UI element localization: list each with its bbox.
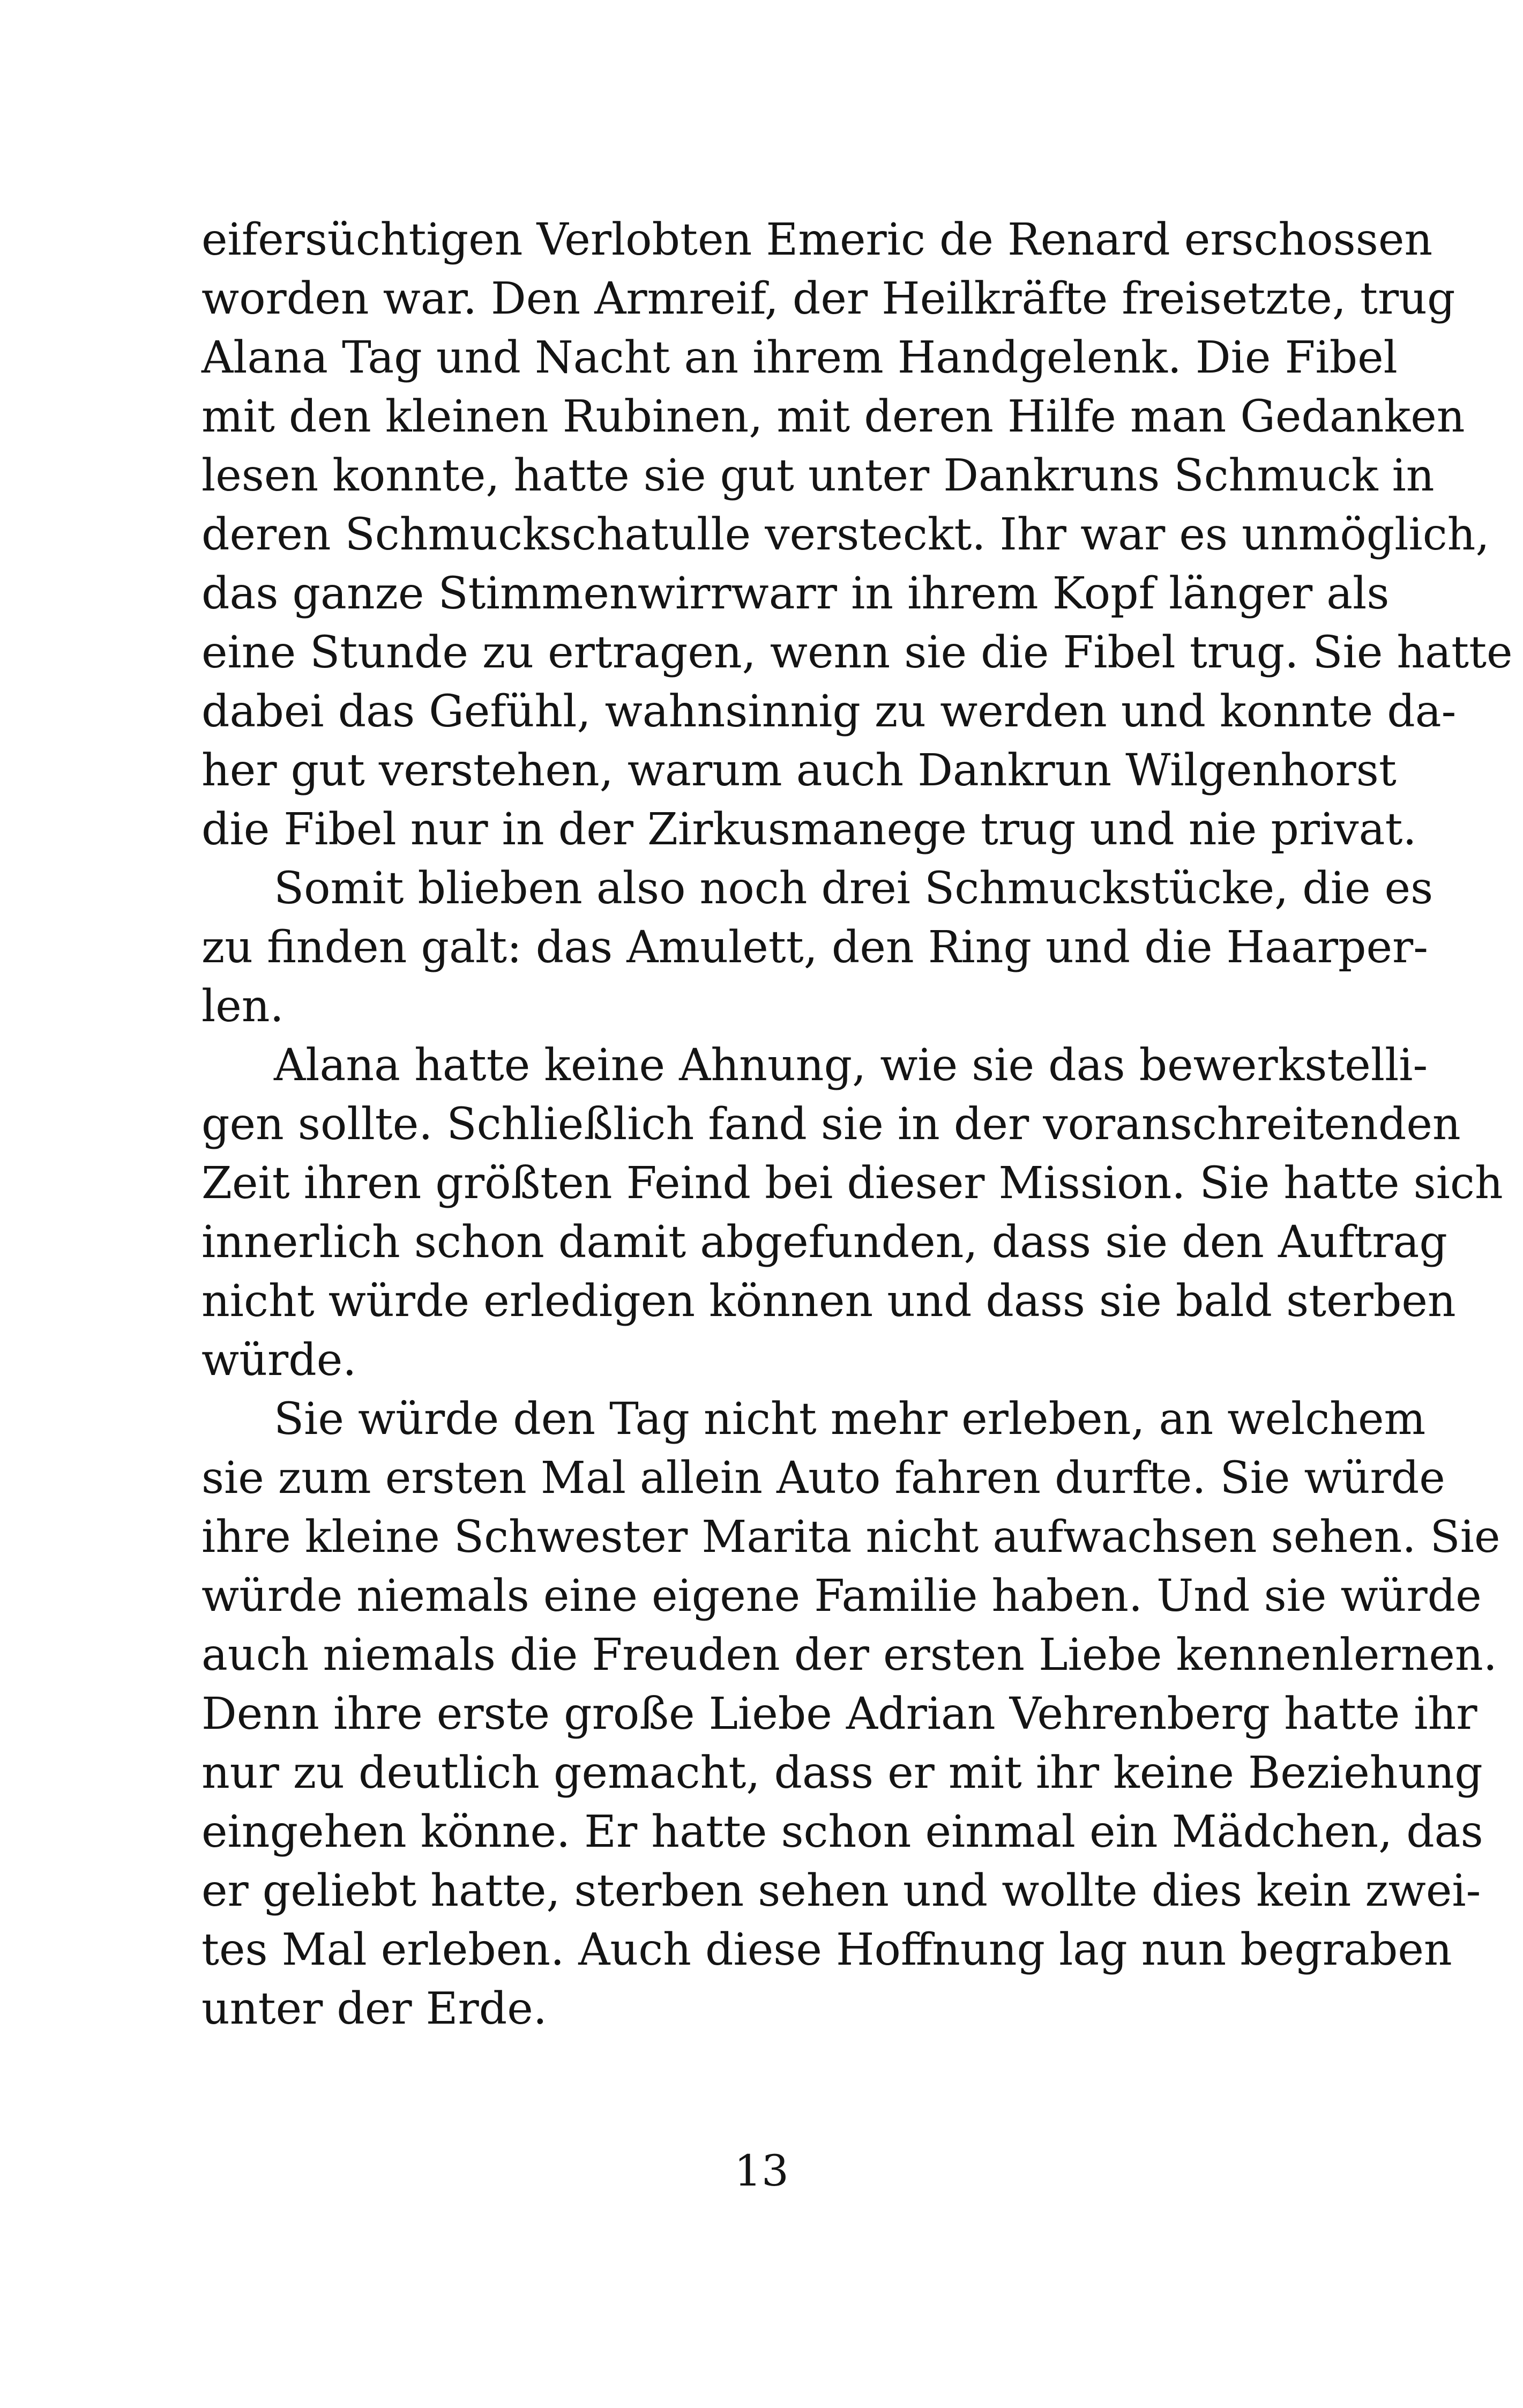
text-line: tes Mal erleben. Auch diese Hoffnung lag nun begraben: [201, 1924, 1452, 1975]
text-line: das ganze Stimmenwirrwarr in ihrem Kopf länger als: [201, 568, 1390, 619]
text-line: auch niemals die Freuden der ersten Liebe kennenlernen.: [201, 1630, 1497, 1681]
text-line: Denn ihre erste große Liebe Adrian Vehrenberg hatte ihr: [201, 1689, 1477, 1740]
text-line: Sie würde den Tag nicht mehr erleben, an welchem: [274, 1394, 1426, 1445]
text-line: er geliebt hatte, sterben sehen und wollte dies kein zwei-: [201, 1866, 1481, 1916]
page-number: 13: [734, 2146, 789, 2196]
text-line: würde.: [201, 1335, 357, 1386]
text-line: unter der Erde.: [201, 1983, 547, 2034]
text-line: her gut verstehen, warum auch Dankrun Wilgenhorst: [201, 745, 1397, 796]
text-line: worden war. Den Armreif, der Heilkräfte freisetzte, trug: [201, 273, 1455, 324]
text-line: dabei das Gefühl, wahnsinnig zu werden und konnte da-: [201, 686, 1457, 737]
text-line: eifersüchtigen Verlobten Emeric de Renard erschossen: [201, 214, 1433, 265]
text-line: Zeit ihren größten Feind bei dieser Mission. Sie hatte sich: [201, 1158, 1503, 1209]
text-line: mit den kleinen Rubinen, mit deren Hilfe man Gedanken: [201, 391, 1465, 442]
text-line: deren Schmuckschatulle versteckt. Ihr war es unmöglich,: [201, 509, 1490, 560]
body-text: [201, 211, 1513, 2039]
text-line: Alana hatte keine Ahnung, wie sie das bewerkstelli-: [274, 1040, 1428, 1091]
text-line: würde niemals eine eigene Familie haben. Und sie würde: [201, 1571, 1482, 1622]
text-line: die Fibel nur in der Zirkusmanege trug und nie privat.: [201, 804, 1417, 855]
text-line: Alana Tag und Nacht an ihrem Handgelenk. Die Fibel: [201, 332, 1398, 383]
text-line: gen sollte. Schließlich fand sie in der voranschreitenden: [201, 1099, 1461, 1150]
text-line: sie zum ersten Mal allein Auto fahren durfte. Sie würde: [201, 1453, 1445, 1504]
text-line: eine Stunde zu ertragen, wenn sie die Fibel trug. Sie hatte: [201, 627, 1513, 678]
text-line: nur zu deutlich gemacht, dass er mit ihr keine Beziehung: [201, 1748, 1483, 1798]
text-line: innerlich schon damit abgefunden, dass sie den Auftrag: [201, 1217, 1447, 1268]
paragraph: [201, 859, 1434, 1036]
text-line: Somit blieben also noch drei Schmuckstücke, die es: [274, 863, 1434, 914]
text-line: lesen konnte, hatte sie gut unter Dankruns Schmuck in: [201, 450, 1435, 501]
paragraph: [201, 211, 1513, 859]
text-line: nicht würde erledigen können und dass sie bald sterben: [201, 1276, 1456, 1327]
paragraph: [201, 1036, 1503, 1390]
text-line: zu finden galt: das Amulett, den Ring und die Haarper-: [201, 922, 1428, 973]
text-line: len.: [201, 981, 284, 1032]
text-line: ihre kleine Schwester Marita nicht aufwachsen sehen. Sie: [201, 1512, 1500, 1563]
paragraph: [201, 1390, 1500, 2039]
text-line: eingehen könne. Er hatte schon einmal ein Mädchen, das: [201, 1807, 1483, 1857]
